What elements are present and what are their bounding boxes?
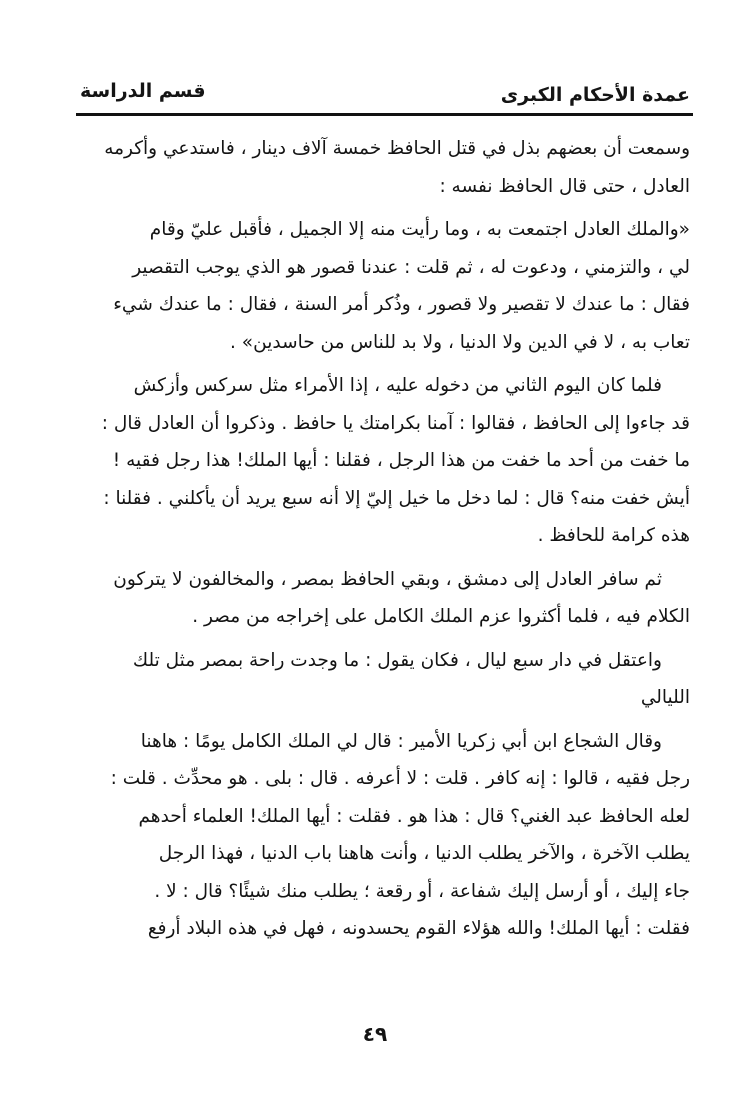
text-line: رجل فقيه ، قالوا : إنه كافر . قلت : لا أعرفه . قال : بلى . هو محدِّث . قلت : — [110, 768, 690, 789]
text-line: واعتقل في دار سبع ليال ، فكان يقول : ما وجدت راحة بمصر مثل تلك — [132, 649, 662, 671]
text-line: «والملك العادل اجتمعت به ، وما رأيت منه إلا الجميل ، فأقبل عليّ وقام — [149, 219, 690, 240]
text-line: الكلام فيه ، فلما أكثروا عزم الملك الكامل على إخراجه من مصر . — [192, 606, 690, 627]
text-line: فقلت : أيها الملك! والله هؤلاء القوم يحسدونه ، فهل في هذه البلاد أرفع — [147, 918, 690, 939]
text-line: فلما كان اليوم الثاني من دخوله عليه ، إذا الأمراء مثل سركس وأزكش — [133, 375, 662, 396]
text-line: العادل ، حتى قال الحافظ نفسه : — [439, 175, 690, 197]
text-line: أيش خفت منه؟ قال : لما دخل ما خيل إليّ إلا أنه سبع يريد أن يأكلني . فقلنا : — [103, 487, 690, 509]
section-title: قسم الدراسة — [80, 80, 206, 102]
running-header — [80, 80, 690, 110]
text-line: قد جاءوا إلى الحافظ ، فقالوا : آمنا بكرامتك يا حافظ . وذكروا أن العادل قال : — [101, 412, 690, 434]
paragraph — [70, 642, 690, 717]
text-line: تعاب به ، لا في الدين ولا الدنيا ، ولا بد للناس من حاسدين» . — [230, 331, 690, 353]
text-line: جاء إليك ، أو أرسل إليك شفاعة ، أو رقعة ؛ يطلب منك شيئًا؟ قال : لا . — [154, 880, 690, 902]
page-number: ٤٩ — [362, 1022, 388, 1046]
header-divider — [76, 113, 693, 116]
text-line: ما خفت من أحد ما خفت من هذا الرجل ، فقلنا : أيها الملك! هذا رجل فقيه ! — [112, 450, 690, 471]
text-line: هذه كرامة للحافظ . — [537, 525, 690, 546]
text-line: الليالي — [640, 687, 690, 708]
text-line: لي ، والتزمني ، ودعوت له ، ثم قلت : عندنا قصور هو الذي يوجب التقصير — [132, 256, 690, 278]
paragraph — [70, 211, 690, 361]
text-line: وقال الشجاع ابن أبي زكريا الأمير : قال لي الملك الكامل يومًا : هاهنا — [140, 730, 662, 752]
text-line: وسمعت أن بعضهم بذل في قتل الحافظ خمسة آلاف دينار ، فاستدعي وأكرمه — [104, 138, 690, 159]
text-line: ثم سافر العادل إلى دمشق ، وبقي الحافظ بمصر ، والمخالفون لا يتركون — [113, 568, 662, 590]
paragraph — [70, 130, 690, 205]
text-line: يطلب الآخرة ، والآخر يطلب الدنيا ، وأنت هاهنا باب الدنيا ، فهذا الرجل — [158, 843, 690, 864]
text-line: فقال : ما عندك لا تقصير ولا قصور ، وذُكر أمر السنة ، فقال : ما عندك شيء — [113, 294, 690, 315]
paragraph — [70, 367, 690, 555]
paragraph — [70, 561, 690, 636]
body-text — [70, 130, 690, 954]
text-line: لعله الحافظ عبد الغني؟ قال : هذا هو . فقلت : أيها الملك! العلماء أحدهم — [138, 805, 690, 827]
paragraph — [70, 723, 690, 948]
book-title: عمدة الأحكام الكبرى — [500, 84, 690, 106]
